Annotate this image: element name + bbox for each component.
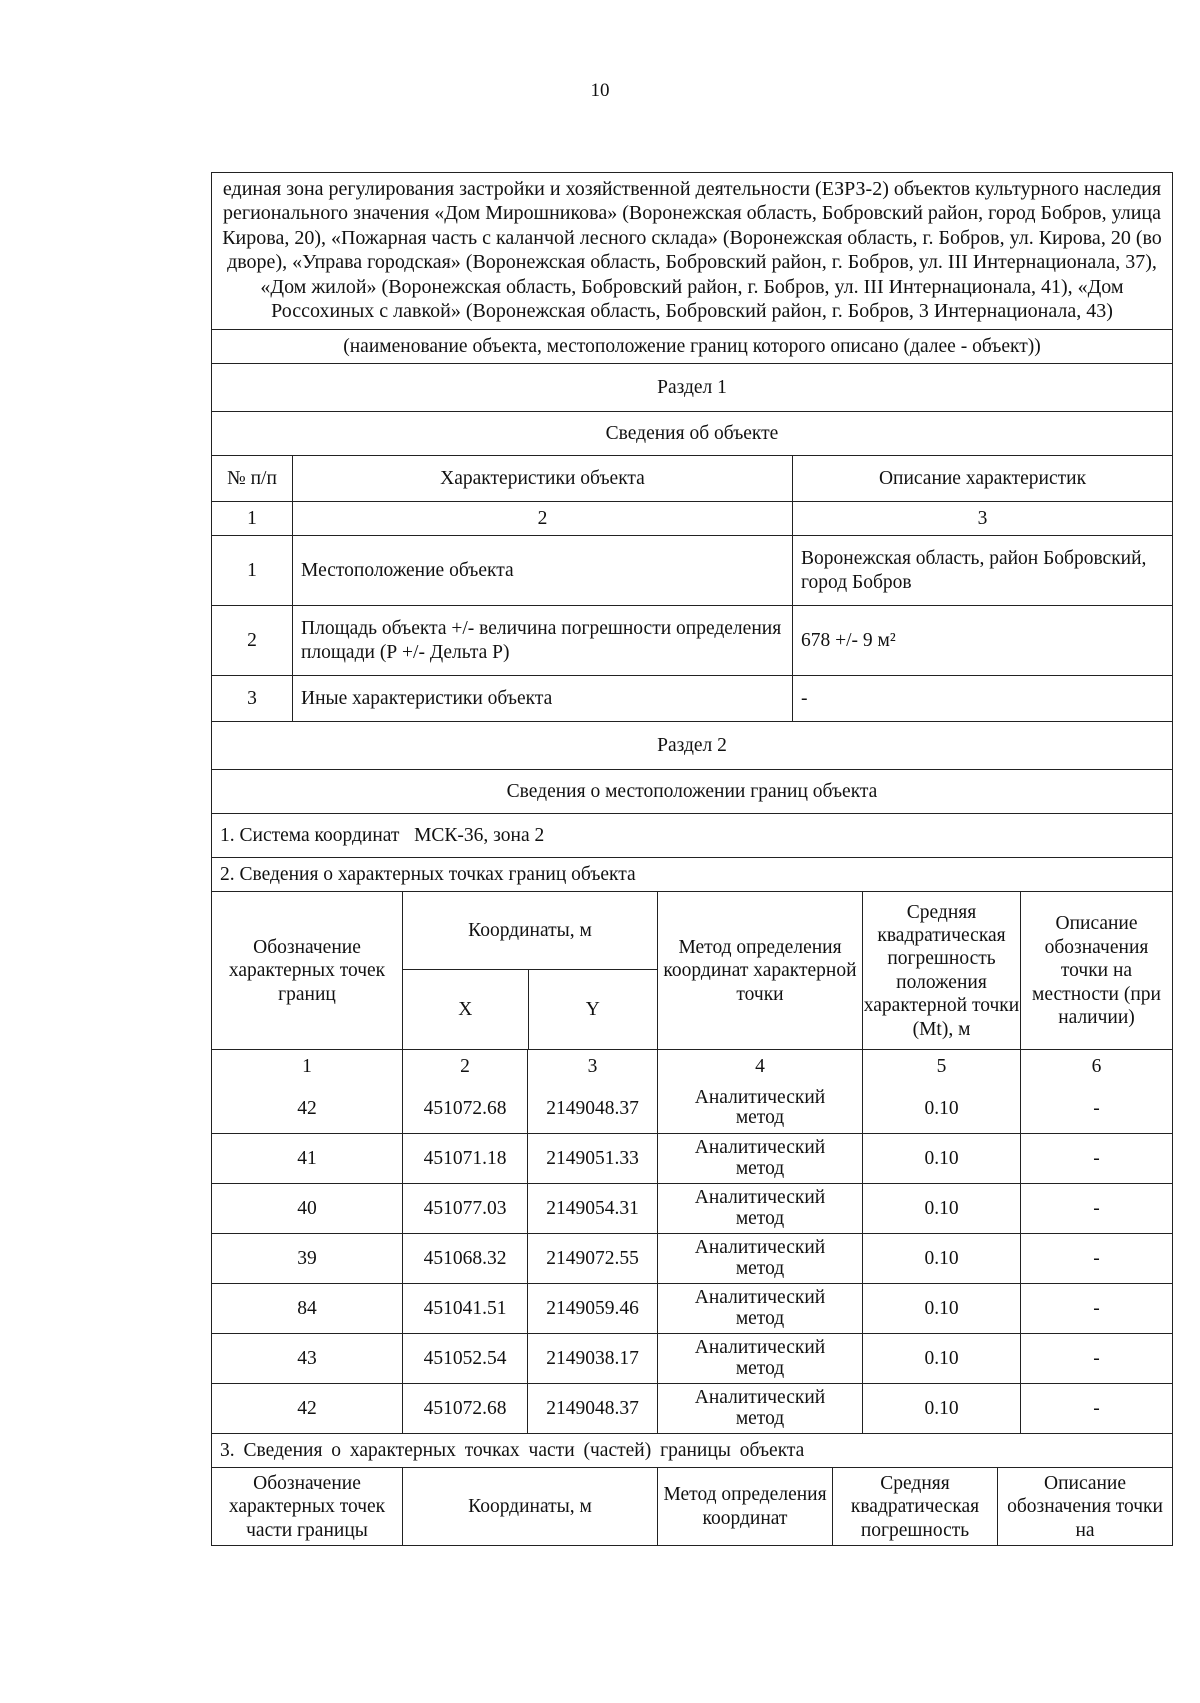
point-id: 42 — [297, 1097, 317, 1119]
col-number: 5 — [862, 1050, 1020, 1083]
point-mt: 0.10 — [862, 1284, 1020, 1333]
row-number: 1 — [247, 560, 257, 582]
col-number: 3 — [792, 502, 1172, 535]
point-id: 40 — [297, 1198, 317, 1220]
point-method: Аналитический метод — [657, 1334, 862, 1383]
table-row — [212, 1133, 1172, 1183]
col-header-characteristic: Характеристики объекта — [292, 456, 792, 501]
header-coords-group — [402, 892, 657, 1049]
row-number: 3 — [247, 688, 257, 710]
point-desc: - — [1020, 1184, 1172, 1233]
document-table — [211, 172, 1173, 1546]
part-title: 3. Сведения о характерных точках части (частей) границы объекта — [220, 1440, 805, 1462]
row-value: 678 +/- 9 м² — [792, 606, 1172, 675]
section1-colnum-row — [212, 501, 1172, 535]
point-desc: - — [1020, 1134, 1172, 1183]
row-characteristic: Местоположение объекта — [292, 536, 792, 605]
header-xy-row — [403, 969, 657, 1049]
page-number: 10 — [590, 80, 610, 101]
point-y: 2149048.37 — [527, 1384, 657, 1433]
object-caption-row — [212, 329, 1172, 363]
table-row — [212, 1233, 1172, 1283]
point-desc: - — [1020, 1234, 1172, 1283]
row-characteristic: Иные характеристики объекта — [292, 676, 792, 721]
point-method: Аналитический метод — [657, 1234, 862, 1283]
header-description: Описание обозначения точки на местности (при наличии) — [1020, 892, 1172, 1049]
section1-subtitle: Сведения об объекте — [605, 423, 779, 445]
point-id: 43 — [297, 1348, 317, 1370]
point-x: 451052.54 — [402, 1334, 527, 1383]
object-caption: (наименование объекта, местоположение границ которого описано (далее - объект)) — [343, 336, 1041, 358]
point-mt: 0.10 — [862, 1234, 1020, 1283]
section1-subtitle-row — [212, 411, 1172, 455]
header-coords: Координаты, м — [468, 920, 592, 942]
points-body — [212, 1083, 1172, 1433]
header-y: Y — [528, 970, 657, 1049]
point-desc: - — [1020, 1083, 1172, 1133]
col-number: 3 — [527, 1050, 657, 1083]
point-y: 2149048.37 — [527, 1083, 657, 1133]
points-header-row — [212, 891, 1172, 1049]
table-row — [212, 1183, 1172, 1233]
point-method: Аналитический метод — [657, 1083, 862, 1133]
table-row — [212, 1383, 1172, 1433]
part-header-description: Описание обозначения точки на — [997, 1468, 1172, 1545]
part-header-method: Метод определения координат — [657, 1468, 832, 1545]
table-row — [212, 675, 1172, 721]
col-number: 1 — [247, 508, 257, 530]
point-y: 2149072.55 — [527, 1234, 657, 1283]
point-method: Аналитический метод — [657, 1384, 862, 1433]
col-number: 1 — [302, 1056, 312, 1078]
coord-system: 1. Система координат МСК-36, зона 2 — [220, 825, 545, 847]
section2-title-row — [212, 721, 1172, 769]
section1-title-row — [212, 363, 1172, 411]
part-header-designation: Обозначение характерных точек части границы — [228, 1472, 386, 1541]
point-mt: 0.10 — [862, 1334, 1020, 1383]
row-characteristic: Площадь объекта +/- величина погрешности определения площади (Р +/- Дельта Р) — [292, 606, 792, 675]
section1-title: Раздел 1 — [657, 377, 727, 399]
row-value: - — [792, 676, 1172, 721]
point-desc: - — [1020, 1384, 1172, 1433]
part-header-coords: Координаты, м — [402, 1468, 657, 1545]
col-header-num: № п/п — [227, 468, 277, 490]
header-designation: Обозначение характерных точек границ — [228, 936, 386, 1005]
point-y: 2149051.33 — [527, 1134, 657, 1183]
point-id: 39 — [297, 1248, 317, 1270]
section2-title: Раздел 2 — [657, 735, 727, 757]
object-header-row — [212, 173, 1172, 329]
point-y: 2149059.46 — [527, 1284, 657, 1333]
point-mt: 0.10 — [862, 1184, 1020, 1233]
col-number: 2 — [402, 1050, 527, 1083]
point-x: 451072.68 — [402, 1083, 527, 1133]
point-x: 451071.18 — [402, 1134, 527, 1183]
table-row — [212, 1283, 1172, 1333]
part-header-row — [212, 1467, 1172, 1545]
col-header-description: Описание характеристик — [792, 456, 1172, 501]
header-method: Метод определения координат характерной точки — [657, 892, 862, 1049]
col-number: 4 — [657, 1050, 862, 1083]
section2-subtitle: Сведения о местоположении границ объекта — [506, 781, 878, 803]
table-row — [212, 1083, 1172, 1133]
point-id: 84 — [297, 1298, 317, 1320]
part-header-error: Средняя квадратическая погрешность — [832, 1468, 997, 1545]
table-row — [212, 605, 1172, 675]
point-id: 41 — [297, 1148, 317, 1170]
point-mt: 0.10 — [862, 1134, 1020, 1183]
header-error: Средняя квадратическая погрешность положения характерной точки (Mt), м — [862, 892, 1020, 1049]
point-method: Аналитический метод — [657, 1284, 862, 1333]
col-number: 6 — [1020, 1050, 1172, 1083]
point-x: 451077.03 — [402, 1184, 527, 1233]
table-row — [212, 1333, 1172, 1383]
part-title-row — [212, 1433, 1172, 1467]
points-title: 2. Сведения о характерных точках границ объекта — [220, 864, 636, 886]
points-title-row — [212, 857, 1172, 891]
point-method: Аналитический метод — [657, 1184, 862, 1233]
point-mt: 0.10 — [862, 1384, 1020, 1433]
point-method: Аналитический метод — [657, 1134, 862, 1183]
points-colnum-row — [212, 1049, 1172, 1083]
point-x: 451041.51 — [402, 1284, 527, 1333]
point-x: 451068.32 — [402, 1234, 527, 1283]
section1-header-row — [212, 455, 1172, 501]
point-mt: 0.10 — [862, 1083, 1020, 1133]
object-description: единая зона регулирования застройки и хозяйственной деятельности (ЕЗРЗ-2) объектов культурного наследия регионального значения «Дом Мирошникова» (Воронежская область, Бобровский район, город Бобров, улица Кирова, 20), «Пожарная часть с каланчой лесного склада» (Воронежская область, г. Бобров, ул. Кирова, 20 (во дворе), «Управа городская» (Воронежская область, Бобровский район, г. Бобров, ул. III Интернационала, 37), «Дом жилой» (Воронежская область, Бобровский район, г. Бобров, ул. III Интернационала, 41), «Дом Россохиных с лавкой» (Воронежская область, Бобровский район, г. Бобров, 3 Интернационала, 43) — [222, 178, 1162, 322]
point-id: 42 — [297, 1398, 317, 1420]
point-y: 2149038.17 — [527, 1334, 657, 1383]
col-number: 2 — [292, 502, 792, 535]
point-desc: - — [1020, 1284, 1172, 1333]
point-desc: - — [1020, 1334, 1172, 1383]
point-x: 451072.68 — [402, 1384, 527, 1433]
row-value: Воронежская область, район Бобровский, город Бобров — [792, 536, 1172, 605]
coord-system-row — [212, 813, 1172, 857]
row-number: 2 — [247, 630, 257, 652]
header-x: X — [458, 999, 473, 1021]
section2-subtitle-row — [212, 769, 1172, 813]
table-row — [212, 535, 1172, 605]
point-y: 2149054.31 — [527, 1184, 657, 1233]
